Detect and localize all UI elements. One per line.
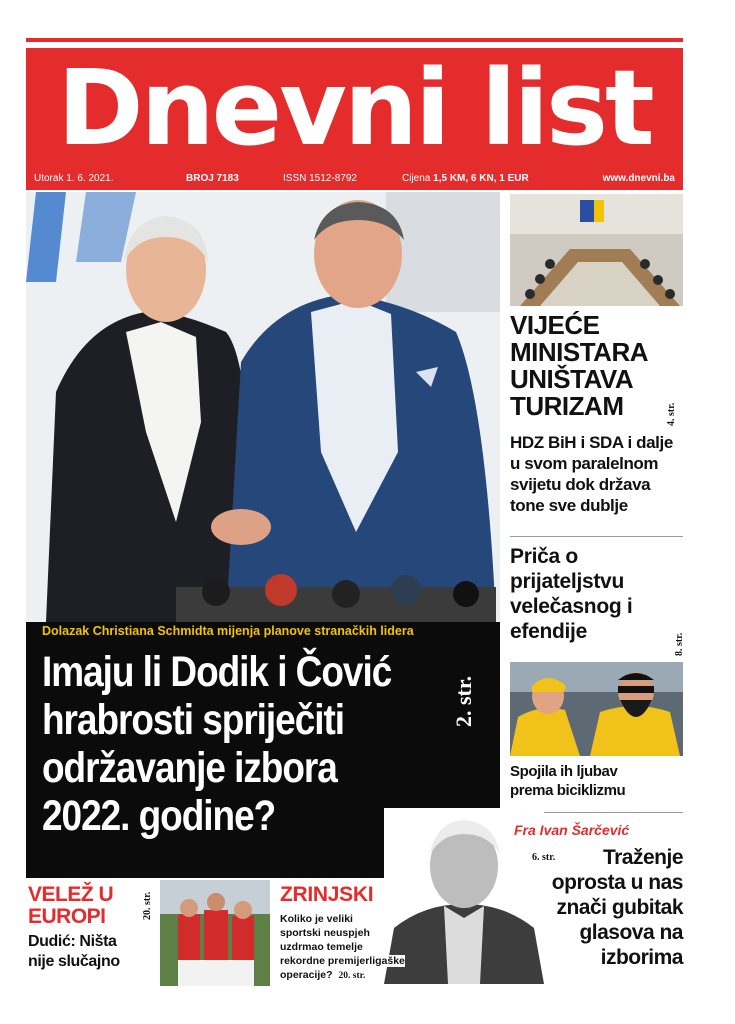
headline-line: glasova na: [579, 921, 683, 944]
divider: [510, 536, 683, 537]
velez-story-page-ref: 20. str.: [142, 891, 153, 920]
main-story-kicker: Dolazak Christiana Schmidta mijenja planove stranačkih lidera: [42, 624, 414, 638]
title-line: MINISTARA: [510, 337, 649, 367]
velez-players-photo: [160, 880, 270, 986]
price-label: Cijena: [402, 173, 431, 184]
bike-story-caption[interactable]: [510, 762, 683, 800]
headline-line: Imaju li Dodik i Čović: [42, 648, 392, 696]
price-value: 1,5 KM, 6 KN, 1 EUR: [433, 173, 529, 184]
text-line: operacije?: [280, 969, 333, 981]
fra-story-page-ref: 6. str.: [532, 852, 556, 863]
title-line: EUROPI: [28, 905, 106, 928]
title-line: VELEŽ U: [28, 883, 114, 906]
subtitle-line: Dudić: Ništa: [28, 933, 117, 950]
subtitle-line: tone sve dublje: [510, 496, 628, 515]
masthead-info-bar: [26, 168, 683, 190]
headline-line: znači gubitak: [556, 896, 683, 919]
zrinjski-story-text: [280, 912, 420, 983]
handshake-photo-illustration: [26, 192, 500, 622]
title-line: velečasnog i: [510, 595, 633, 618]
main-story-page-ref: 2. str.: [451, 675, 476, 727]
car-selfie-illustration: [510, 662, 683, 756]
friendship-story-title[interactable]: [510, 544, 683, 644]
masthead-top-rule: [26, 38, 683, 42]
council-meeting-photo: [510, 194, 683, 306]
masthead: [26, 48, 683, 168]
subtitle-line: u svom paralelnom: [510, 454, 659, 473]
title-line: efendije: [510, 620, 587, 643]
headline-line: 2022. godine?: [42, 792, 276, 840]
subtitle-line: HDZ BiH i SDA i dalje: [510, 433, 673, 452]
caption-line: Spojila ih ljubav: [510, 763, 618, 780]
council-story-subtitle: [510, 432, 683, 516]
fra-story-headline[interactable]: [540, 845, 683, 970]
friendship-story-page-ref: 8. str.: [674, 632, 685, 656]
issn: ISSN 1512-8792: [283, 173, 357, 184]
headline-line: Traženje: [602, 846, 683, 869]
title-line: prijateljstvu: [510, 570, 624, 593]
headline-line: hrabrosti spriječiti: [42, 696, 345, 744]
title-line: Priča o: [510, 545, 578, 568]
subtitle-line: svijetu dok država: [510, 475, 651, 494]
title-line: UNIŠTAVA: [510, 364, 634, 394]
main-story-photo: [26, 192, 500, 622]
velez-story-title[interactable]: [28, 884, 113, 928]
council-story-page-ref: 4. str.: [666, 402, 677, 426]
headline-line: održavanje izbora: [42, 744, 337, 792]
title-line: VIJEĆE: [510, 310, 600, 340]
bike-friends-photo: [510, 662, 683, 756]
subtitle-line: nije slučajno: [28, 953, 120, 970]
text-line: sportski neuspjeh: [280, 927, 370, 939]
issue-date: Utorak 1. 6. 2021.: [34, 173, 114, 184]
headline-line: oprosta u nas: [551, 871, 683, 894]
meeting-room-illustration: [510, 194, 683, 306]
issue-number: BROJ 7183: [186, 173, 239, 184]
text-line: uzdrmao temelje: [280, 941, 363, 953]
zrinjski-story-title[interactable]: ZRINJSKI: [280, 883, 374, 906]
zrinjski-story-page-ref: 20. str.: [338, 971, 366, 981]
text-line: Koliko je veliki: [280, 913, 353, 925]
council-story-title[interactable]: [510, 312, 683, 420]
velez-story-subtitle: [28, 932, 120, 972]
headline-line: izborima: [600, 946, 683, 969]
fra-story-label: Fra Ivan Šarčević: [514, 822, 630, 838]
website-link[interactable]: www.dnevni.ba: [602, 173, 675, 184]
caption-line: prema biciklizmu: [510, 782, 626, 799]
football-players-illustration: [160, 880, 270, 986]
newspaper-title: Dnevni list: [57, 48, 652, 168]
title-line: TURIZAM: [510, 391, 624, 421]
text-line: rekordne premijerligaške: [280, 955, 405, 967]
